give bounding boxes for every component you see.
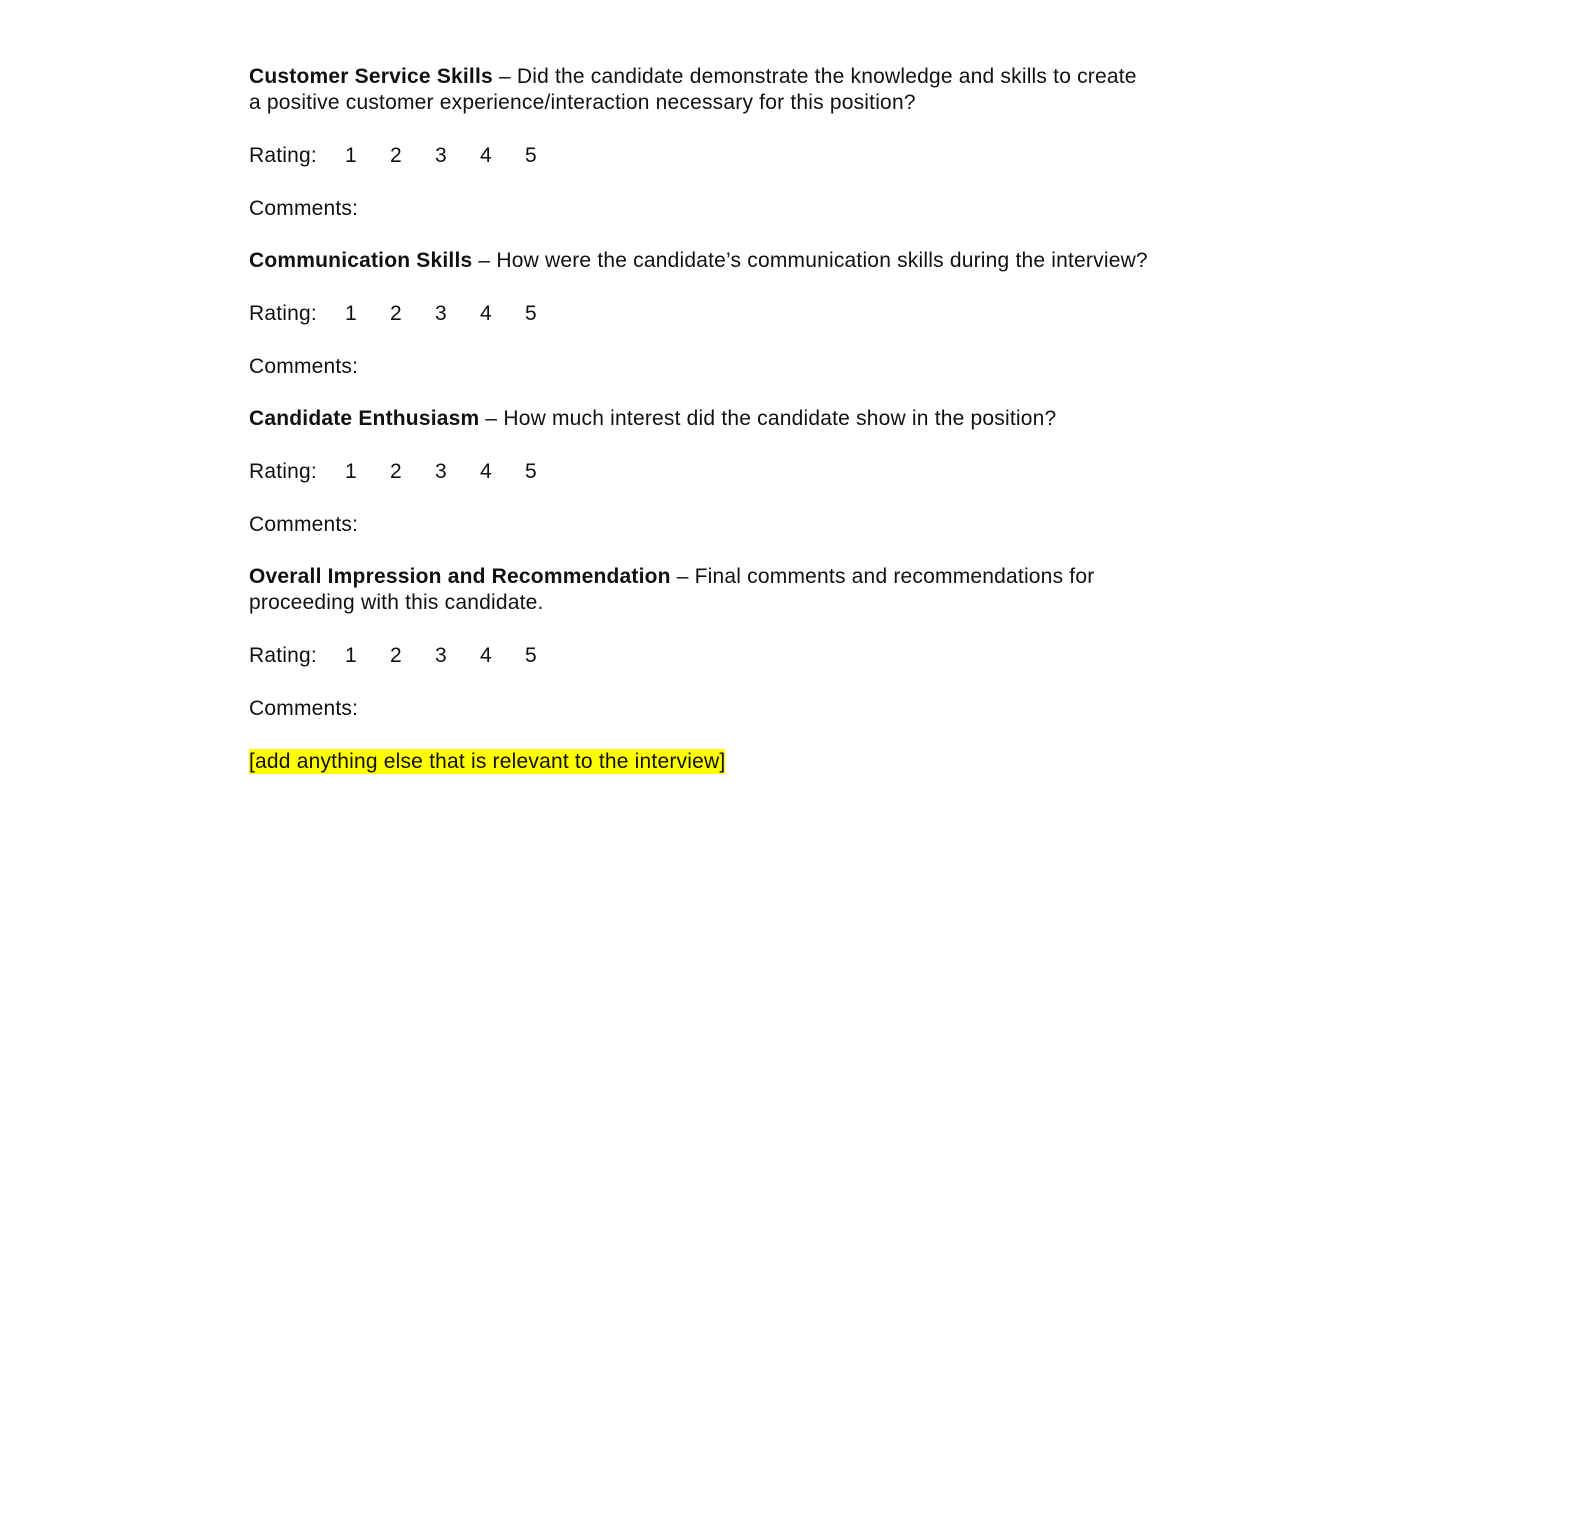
rating-option-1[interactable]: 1 bbox=[345, 302, 357, 325]
rating-option-2[interactable]: 2 bbox=[390, 460, 402, 483]
section-title: Overall Impression and Recommendation bbox=[249, 565, 671, 588]
rating-row bbox=[249, 459, 1149, 485]
rating-option-3[interactable]: 3 bbox=[435, 144, 447, 167]
rating-option-5[interactable]: 5 bbox=[525, 460, 537, 483]
rating-label: Rating: bbox=[249, 460, 317, 483]
rating-option-4[interactable]: 4 bbox=[480, 460, 492, 483]
question-paragraph bbox=[249, 564, 1149, 616]
section-overall-impression bbox=[249, 564, 1149, 722]
question-paragraph bbox=[249, 248, 1149, 274]
section-customer-service bbox=[249, 64, 1149, 222]
comments-label: Comments: bbox=[249, 197, 359, 220]
section-description: – How were the candidate’s communication skills during the interview? bbox=[472, 249, 1148, 272]
section-title: Customer Service Skills bbox=[249, 65, 493, 88]
rating-label: Rating: bbox=[249, 144, 317, 167]
section-description: – How much interest did the candidate show in the position? bbox=[479, 407, 1057, 430]
section-title: Candidate Enthusiasm bbox=[249, 407, 480, 430]
rating-option-3[interactable]: 3 bbox=[435, 460, 447, 483]
rating-option-2[interactable]: 2 bbox=[390, 144, 402, 167]
rating-option-5[interactable]: 5 bbox=[525, 302, 537, 325]
section-communication bbox=[249, 248, 1149, 380]
comments-label: Comments: bbox=[249, 513, 359, 536]
rating-option-1[interactable]: 1 bbox=[345, 460, 357, 483]
section-description: – Final comments and recommendations for proceeding with this candidate. bbox=[249, 565, 1095, 614]
section-description: – Did the candidate demonstrate the knowledge and skills to create a positive customer experience/interaction necessary for this position? bbox=[249, 65, 1137, 114]
rating-option-1[interactable]: 1 bbox=[345, 144, 357, 167]
rating-row bbox=[249, 643, 1149, 669]
highlighted-placeholder-text[interactable]: [add anything else that is relevant to the interview] bbox=[249, 750, 726, 773]
rating-option-3[interactable]: 3 bbox=[435, 644, 447, 667]
placeholder-note bbox=[249, 749, 1149, 775]
rating-option-5[interactable]: 5 bbox=[525, 144, 537, 167]
rating-option-4[interactable]: 4 bbox=[480, 302, 492, 325]
rating-label: Rating: bbox=[249, 644, 317, 667]
rating-option-2[interactable]: 2 bbox=[390, 302, 402, 325]
document-body bbox=[249, 64, 1149, 775]
comments-label: Comments: bbox=[249, 355, 359, 378]
comments-label: Comments: bbox=[249, 697, 359, 720]
rating-option-2[interactable]: 2 bbox=[390, 644, 402, 667]
rating-option-4[interactable]: 4 bbox=[480, 144, 492, 167]
question-paragraph bbox=[249, 64, 1149, 116]
rating-row bbox=[249, 301, 1149, 327]
section-enthusiasm bbox=[249, 406, 1149, 538]
rating-option-5[interactable]: 5 bbox=[525, 644, 537, 667]
question-paragraph bbox=[249, 406, 1149, 432]
rating-label: Rating: bbox=[249, 302, 317, 325]
rating-row bbox=[249, 143, 1149, 169]
rating-option-3[interactable]: 3 bbox=[435, 302, 447, 325]
rating-option-4[interactable]: 4 bbox=[480, 644, 492, 667]
rating-option-1[interactable]: 1 bbox=[345, 644, 357, 667]
section-title: Communication Skills bbox=[249, 249, 473, 272]
